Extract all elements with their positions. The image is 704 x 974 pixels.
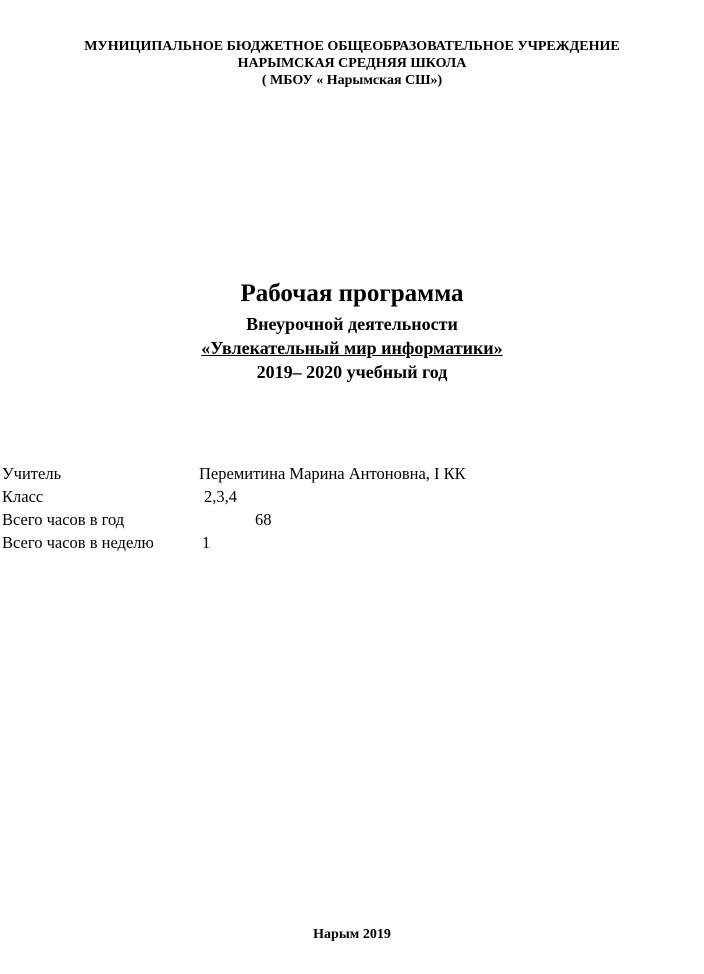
school-header-line2: НАРЫМСКАЯ СРЕДНЯЯ ШКОЛА bbox=[237, 56, 467, 71]
teacher-label: Учитель bbox=[2, 464, 62, 483]
class-value: 2,3,4 bbox=[204, 487, 237, 506]
document-subtitle: Внеурочной деятельности bbox=[246, 314, 458, 334]
course-name: «Увлекательный мир информатики» bbox=[201, 338, 503, 358]
school-header-line3: ( МБОУ « Нарымская СШ») bbox=[261, 73, 443, 88]
hours-week-value: 1 bbox=[202, 533, 211, 552]
class-label: Класс bbox=[2, 487, 44, 506]
teacher-value: Перемитина Марина Антоновна, I КК bbox=[199, 464, 466, 483]
title-block bbox=[0, 278, 704, 384]
academic-year: 2019– 2020 учебный год bbox=[256, 362, 448, 382]
hours-year-value: 68 bbox=[255, 510, 272, 529]
footer-place-year: Нарым 2019 bbox=[313, 927, 391, 942]
hours-year-label: Всего часов в год bbox=[2, 510, 125, 529]
school-header bbox=[0, 38, 704, 89]
hours-week-label: Всего часов в неделю bbox=[2, 533, 154, 552]
school-header-line1: МУНИЦИПАЛЬНОЕ БЮДЖЕТНОЕ ОБЩЕОБРАЗОВАТЕЛЬНОЕ УЧРЕЖДЕНИЕ bbox=[84, 39, 620, 54]
document-title: Рабочая программа bbox=[240, 280, 464, 307]
course-name-line bbox=[0, 336, 704, 360]
